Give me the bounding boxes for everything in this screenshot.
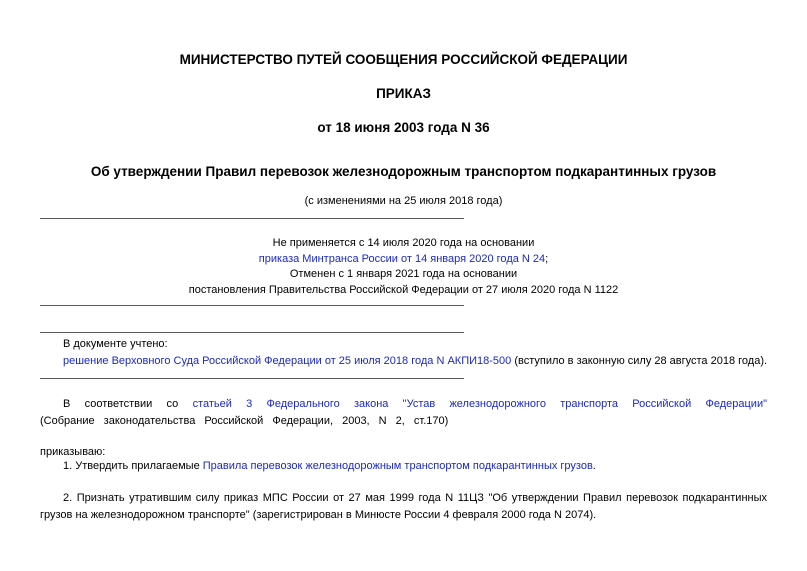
basis-suffix: (Собрание законодательства Российской Федерации, 2003, N 2, ст.170) <box>40 415 449 427</box>
divider <box>40 218 464 219</box>
status-line-2 <box>0 252 807 268</box>
status-note <box>0 236 807 298</box>
order-item-2: 2. Признать утратившим силу приказ МПС России от 27 мая 1999 года N 11ЦЗ "Об утверждении Правил перевозок подкарантинных грузов на железнодорожном транспорте" (зарегистрирован в Минюсте России 4 февраля 2000 года N 2074). <box>40 492 767 521</box>
considered-label: В документе учтено: <box>63 338 168 350</box>
basis-prefix: В соответствии со <box>63 398 193 410</box>
considered-suffix: (вступило в законную силу 28 августа 2018 года). <box>511 355 768 367</box>
doc-type-heading: ПРИКАЗ <box>376 86 431 101</box>
charter-article-link[interactable]: статьей 3 Федерального закона "Устав железнодорожного транспорта Российской Федерации" <box>192 398 767 410</box>
minstrans-order-link[interactable]: приказа Минтранса России от 14 января 2020 года N 24 <box>258 252 546 265</box>
considered-line <box>63 353 783 370</box>
status-line-4: постановления Правительства Российской Федерации от 27 июля 2020 года N 1122 <box>188 283 619 296</box>
considered-note <box>63 336 783 370</box>
item1-prefix: 1. Утвердить прилагаемые <box>63 460 203 472</box>
status-link-suffix: ; <box>545 252 549 265</box>
order-word: приказываю: <box>40 446 106 458</box>
doc-title: Об утверждении Правил перевозок железнодорожным транспортом подкарантинных грузов <box>90 164 717 179</box>
doc-date-number: от 18 июня 2003 года N 36 <box>317 120 490 135</box>
order-item-1 <box>63 458 767 475</box>
status-line-3: Отменен с 1 января 2021 года на основании <box>289 268 518 280</box>
status-line-1: Не применяется с 14 июля 2020 года на основании <box>272 237 535 249</box>
divider <box>40 305 464 306</box>
supreme-court-decision-link[interactable]: решение Верховного Суда Российской Федерации от 25 июля 2018 года N АКПИ18-500 <box>63 355 512 367</box>
rules-link[interactable]: Правила перевозок железнодорожным транспортом подкарантинных грузов <box>202 460 593 472</box>
divider <box>40 332 464 333</box>
ministry-heading: МИНИСТЕРСТВО ПУТЕЙ СООБЩЕНИЯ РОССИЙСКОЙ ФЕДЕРАЦИИ <box>179 52 628 67</box>
divider <box>40 378 464 379</box>
basis-paragraph <box>40 396 767 430</box>
item1-suffix: . <box>592 460 596 472</box>
revision-note: (с изменениями на 25 июля 2018 года) <box>304 195 503 207</box>
